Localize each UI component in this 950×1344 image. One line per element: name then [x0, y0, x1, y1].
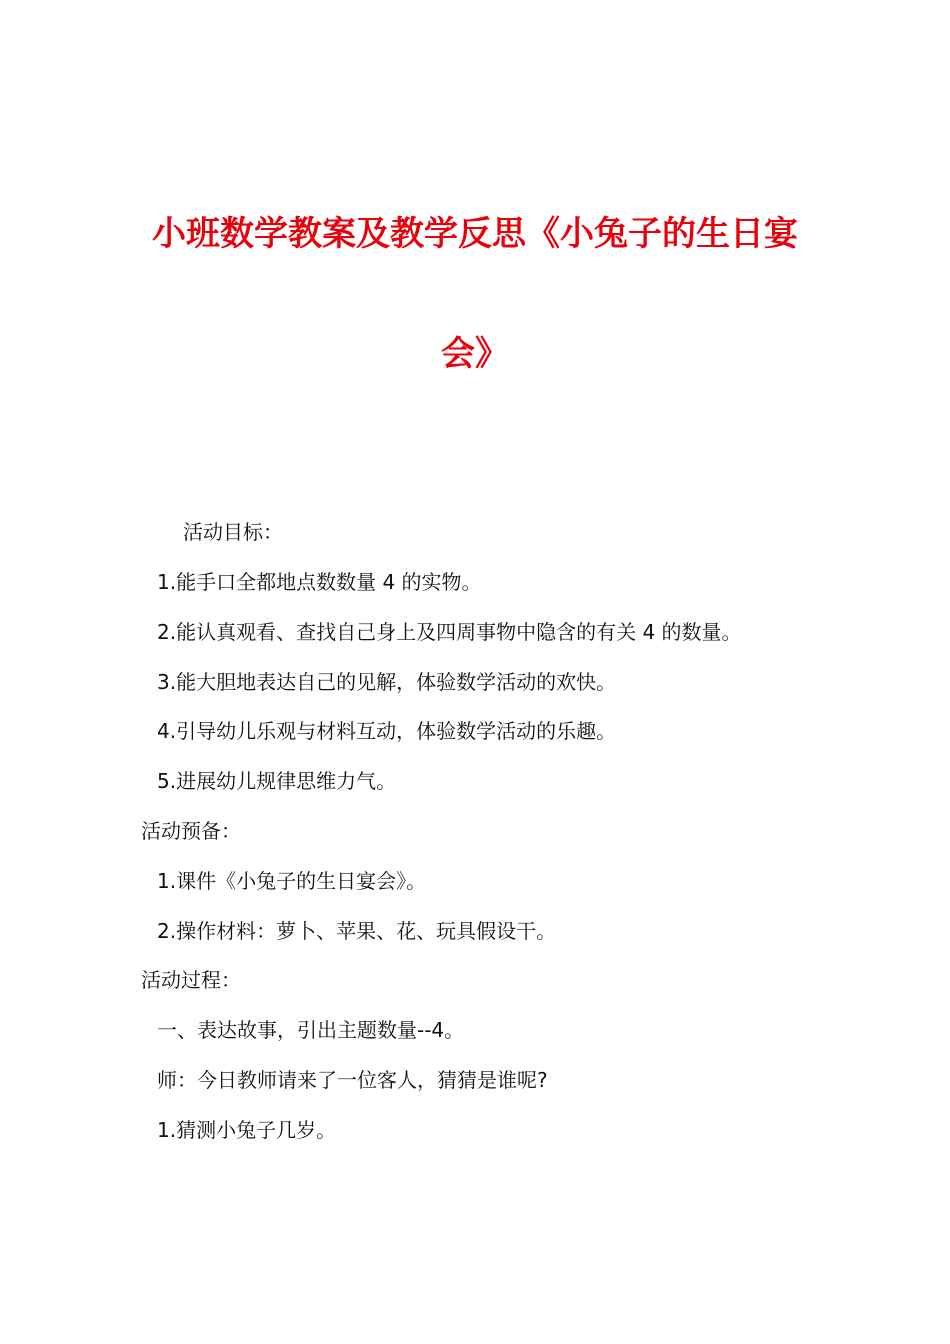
prep-item-2: 2.操作材料：萝卜、苹果、花、玩具假设干。: [157, 919, 557, 943]
document-title-line-2: 会》: [441, 334, 509, 374]
prep-item-1: 1.课件《小兔子的生日宴会》。: [157, 869, 427, 893]
goal-item-4: 4.引导幼儿乐观与材料互动，体验数学活动的乐趣。: [157, 719, 617, 743]
process-item-1: 一、表达故事，引出主题数量--4。: [157, 1018, 465, 1042]
process-item-3: 1.猜测小兔子几岁。: [157, 1118, 337, 1142]
prep-heading: 活动预备：: [141, 819, 241, 843]
process-heading: 活动过程：: [141, 968, 241, 992]
goal-item-5: 5.进展幼儿规律思维力气。: [157, 769, 397, 793]
process-item-2: 师：今日教师请来了一位客人，猜猜是谁呢?: [157, 1068, 548, 1092]
goals-heading: 活动目标：: [183, 520, 283, 544]
document-title-line-1: 小班数学教案及教学反思《小兔子的生日宴: [152, 214, 798, 254]
goal-item-3: 3.能大胆地表达自己的见解，体验数学活动的欢快。: [157, 670, 617, 694]
goal-item-1: 1.能手口全都地点数数量 4 的实物。: [157, 570, 482, 594]
goal-item-2: 2.能认真观看、查找自己身上及四周事物中隐含的有关 4 的数量。: [157, 620, 742, 644]
